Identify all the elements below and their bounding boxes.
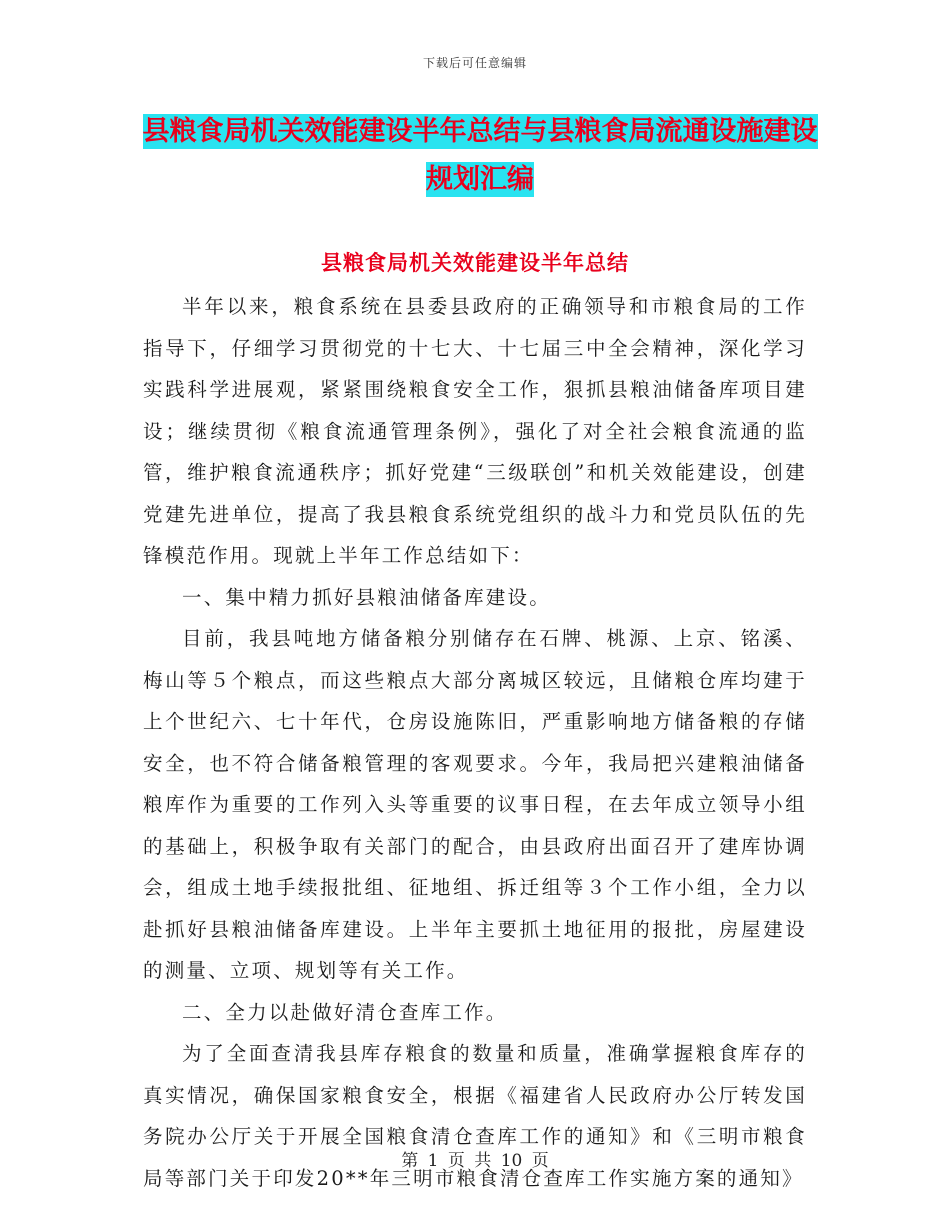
document-body	[143, 286, 807, 1199]
paragraph-intro: 半年以来，粮食系统在县委县政府的正确领导和市粮食局的工作指导下，仔细学习贯彻党的十七大、十七届三中全会精神，深化学习实践科学进展观，紧紧围绕粮食安全工作，狠抓县粮油储备库项目建设；继续贯彻《粮食流通管理条例》，强化了对全社会粮食流通的监管，维护粮食流通秩序；抓好党建“三级联创”和机关效能建设，创建党建先进单位，提高了我县粮食系统党组织的战斗力和党员队伍的先锋模范作用。现就上半年工作总结如下：	[143, 295, 807, 567]
document-title	[140, 108, 820, 204]
heading-item-1: 一、集中精力抓好县粮油储备库建设。	[182, 585, 551, 609]
heading-item-2: 二、全力以赴做好清仓查库工作。	[182, 1000, 508, 1024]
paragraph-storage-depot: 目前，我县吨地方储备粮分别储存在石牌、桃源、上京、铭溪、梅山等５个粮点，而这些粮点大部分离城区较远，且储粮仓库均建于上个世纪六、七十年代，仓房设施陈旧，严重影响地方储备粮的存储安全，也不符合储备粮管理的客观要求。今年，我局把兴建粮油储备粮库作为重要的工作列入头等重要的议事日程，在去年成立领导小组的基础上，积极争取有关部门的配合，由县政府出面召开了建库协调会，组成土地手续报批组、征地组、拆迁组等３个工作小组，全力以赴抓好县粮油储备库建设。上半年主要抓土地征用的报批，房屋建设的测量、立项、规划等有关工作。	[143, 627, 807, 982]
header-note: 下载后可任意编辑	[422, 56, 527, 70]
paragraph-inventory-check: 为了全面查清我县库存粮食的数量和质量，准确掌握粮食库存的真实情况，确保国家粮食安全，根据《福建省人民政府办公厅转发国务院办公厅关于开展全国粮食清仓查库工作的通知》和《三明市粮食局等部门关于印发20**年三明市粮食清仓查库工作实施方案的通知》	[143, 1042, 807, 1190]
page-footer: 第 1 页 共 10 页	[401, 1151, 549, 1171]
document-title-text: 县粮食局机关效能建设半年总结与县粮食局流通设施建设规划汇编	[142, 116, 818, 195]
section-title: 县粮食局机关效能建设半年总结	[321, 251, 629, 275]
